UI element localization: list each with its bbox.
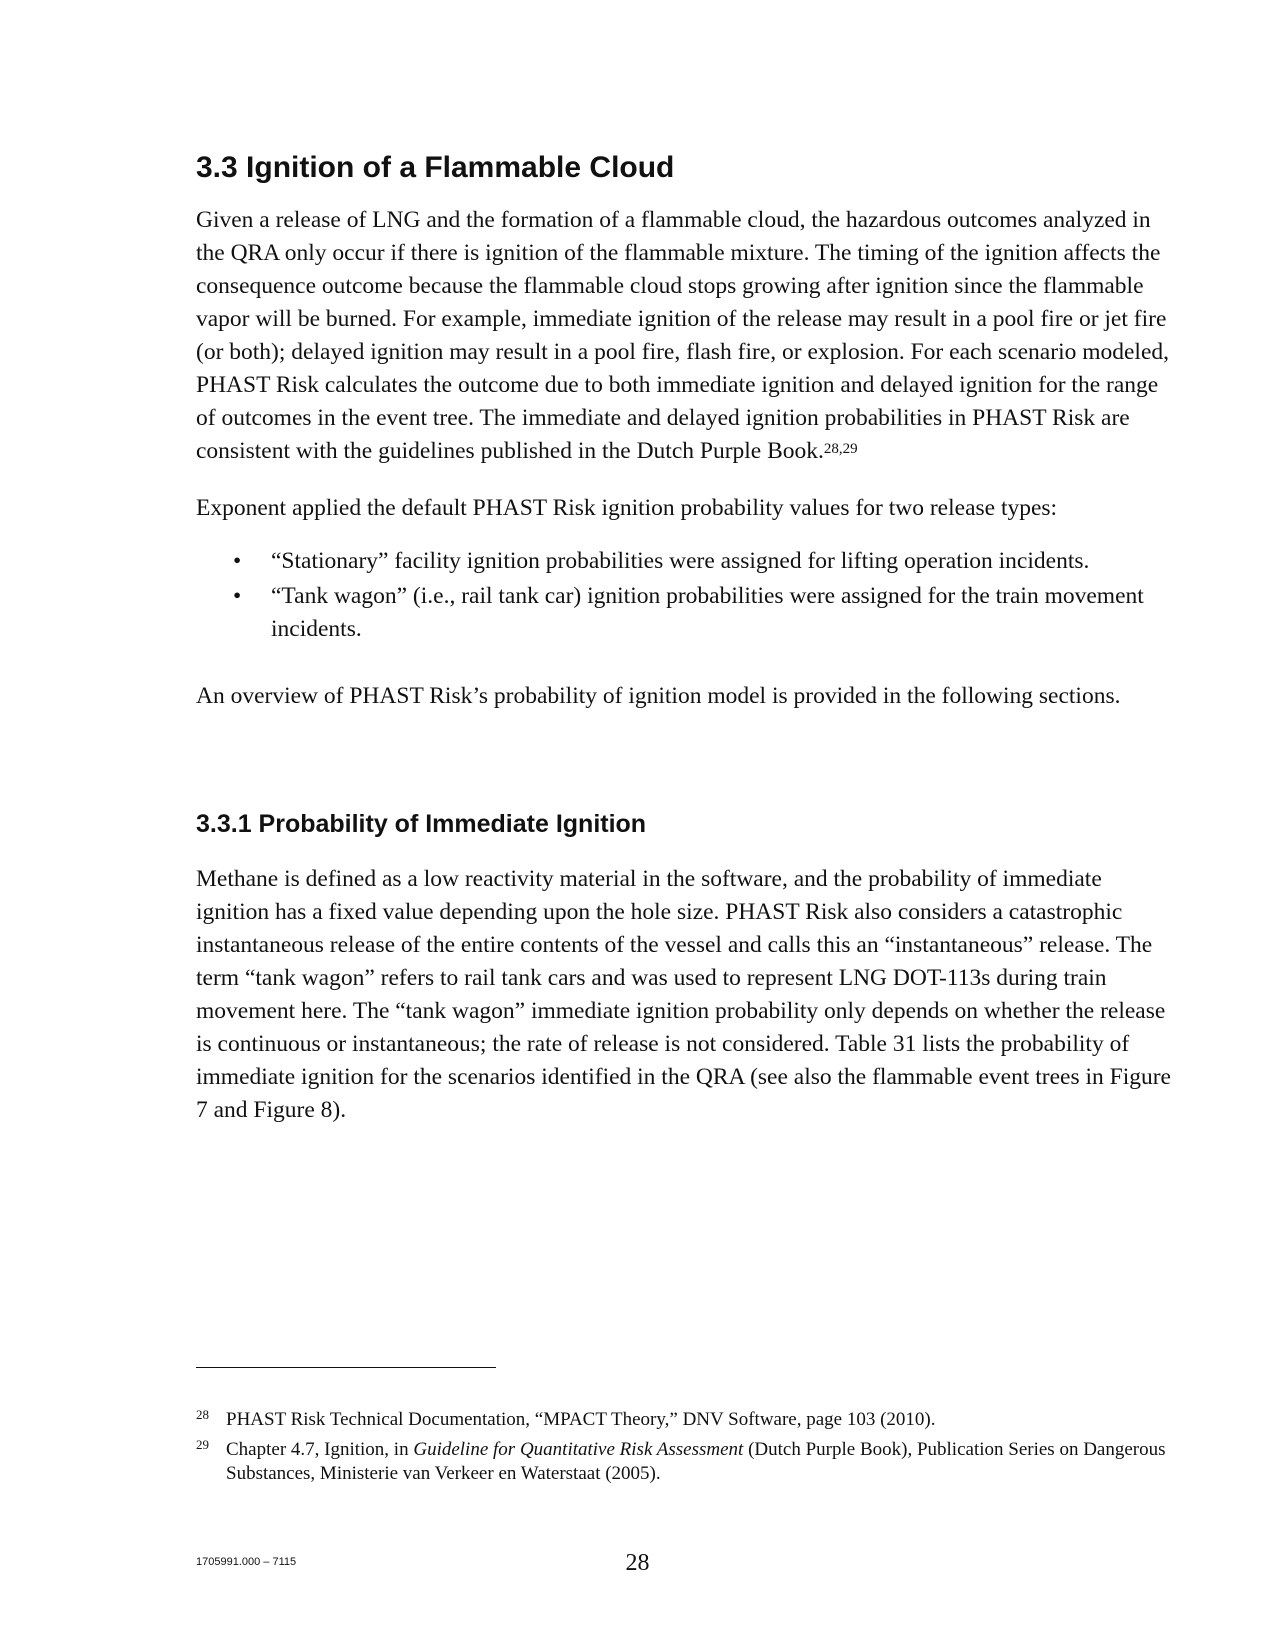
bullet-item-2-text: “Tank wagon” (i.e., rail tank car) ignition probabilities were assigned for the train movement incidents. (271, 583, 1144, 642)
bullet-icon: • (233, 548, 242, 574)
page-number: 28 (625, 1550, 650, 1576)
bullet-item-1 (233, 545, 1176, 578)
footnote-divider (196, 1367, 496, 1368)
bullet-item-2 (233, 580, 1176, 646)
subsection-heading: 3.3.1 Probability of Immediate Ignition (196, 810, 647, 838)
section-paragraph-1-text: Given a release of LNG and the formation of a flammable cloud, the hazardous outcomes analyzed in the QRA only occur if there is ignition of the flammable mixture. The timing of the ignition affects the consequence outcome because the flammable cloud stops growing after ignition since the flammable vapor will be burned. For example, immediate ignition of the release may result in a pool fire or jet fire (or both); delayed ignition may result in a pool fire, flash fire, or explosion. For each scenario modeled, PHAST Risk calculates the outcome due to both immediate ignition and delayed ignition for the range of outcomes in the event tree. The immediate and delayed ignition probabilities in PHAST Risk are consistent with the guidelines published in the Dutch Purple Book. (196, 207, 1170, 464)
footnote-text: Chapter 4.7, Ignition, in (226, 1439, 414, 1460)
footnote-text-continued: (Dutch Purple Book), Publication Series on Dangerous Substances, Ministerie van Verkeer en Waterstaat (2005). (226, 1439, 1166, 1484)
footnotes (196, 1408, 1176, 1492)
footnote-reference: 28,29 (823, 441, 858, 457)
main-content (196, 150, 1176, 1127)
footnote-28 (196, 1408, 1176, 1432)
bullet-item-1-text: “Stationary” facility ignition probabilities were assigned for lifting operation incidents. (271, 548, 1090, 574)
bullet-icon: • (233, 583, 242, 609)
footnote-number: 28 (196, 1407, 209, 1422)
footnote-italic-title: Guideline for Quantitative Risk Assessment (413, 1439, 744, 1460)
footnote-text: PHAST Risk Technical Documentation, “MPACT Theory,” DNV Software, page 103 (2010). (226, 1409, 936, 1430)
section-paragraph-1 (196, 204, 1176, 468)
section-heading: 3.3 Ignition of a Flammable Cloud (196, 151, 675, 184)
footnote-29 (196, 1438, 1176, 1486)
bullet-list (196, 545, 1176, 646)
footnote-number: 29 (196, 1437, 209, 1452)
section-paragraph-3: An overview of PHAST Risk’s probability of ignition model is provided in the following sections. (196, 683, 1121, 709)
document-id: 1705991.000 – 7115 (196, 1556, 297, 1568)
subsection-paragraph: Methane is defined as a low reactivity material in the software, and the probability of immediate ignition has a fixed value depending upon the hole size. PHAST Risk also considers a catastrophic instantaneous release of the entire contents of the vessel and calls this an “instantaneous” release. The term “tank wagon” refers to rail tank cars and was used to represent LNG DOT-113s during train movement here. The “tank wagon” immediate ignition probability only depends on whether the release is continuous or instantaneous; the rate of release is not considered. Table 31 lists the probability of immediate ignition for the scenarios identified in the QRA (see also the flammable event trees in Figure 7 and Figure 8). (196, 866, 1171, 1123)
section-paragraph-2: Exponent applied the default PHAST Risk ignition probability values for two release types: (196, 495, 1058, 521)
